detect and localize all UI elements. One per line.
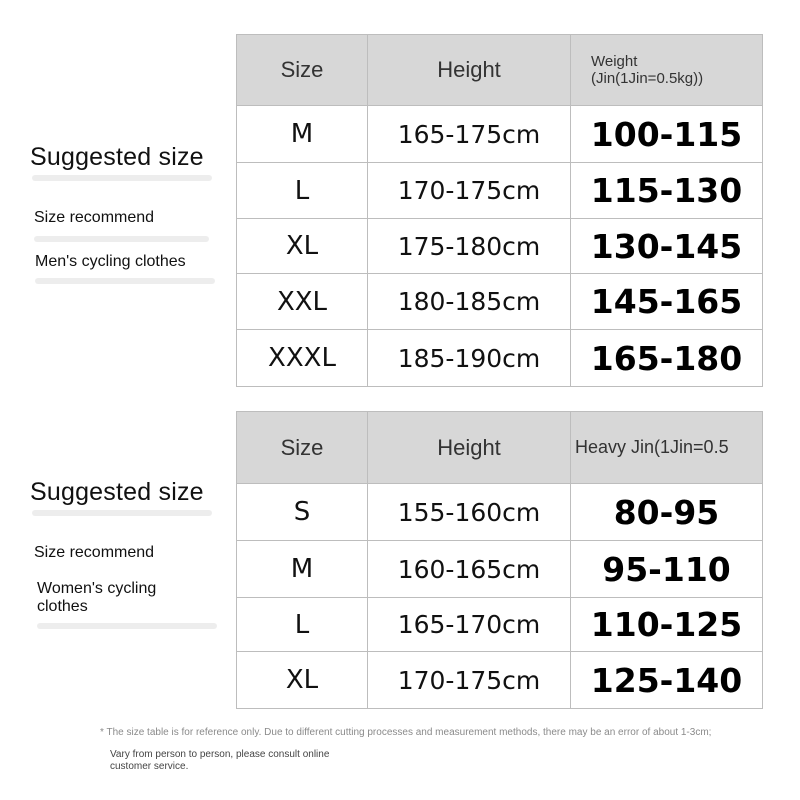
men-header-height: Height [368,35,571,106]
men-suggested-size-title: Suggested size [30,143,204,171]
weight-cell: 80-95 [571,484,763,541]
size-cell: L [237,598,368,652]
size-cell: L [237,163,368,219]
table-row [237,330,763,387]
table-row [237,274,763,330]
women-header-row [237,412,763,484]
weight-cell: 165-180 [571,330,763,387]
men-header-weight [571,35,763,106]
height-cell: 165-175cm [368,106,571,163]
footnote-contact-line2: customer service. [110,761,189,772]
men-header-weight-line2: (Jin(1Jin=0.5kg)) [591,70,704,87]
table-row [237,219,763,274]
weight-cell: 125-140 [571,652,763,709]
table-row [237,652,763,709]
height-cell: 170-175cm [368,652,571,709]
women-size-table [236,411,763,709]
table-row [237,163,763,219]
men-rec-haze [34,236,209,242]
height-cell: 185-190cm [368,330,571,387]
weight-cell: 145-165 [571,274,763,330]
size-cell: S [237,484,368,541]
men-size-recommend: Size recommend [34,209,155,226]
size-cell: M [237,541,368,598]
men-size-table [236,34,763,387]
height-cell: 170-175cm [368,163,571,219]
size-cell: M [237,106,368,163]
height-cell: 160-165cm [368,541,571,598]
table-row [237,484,763,541]
footnote-disclaimer: * The size table is for reference only. Due to different cutting processes and measurement methods, there may be an error of about 1-3cm; [100,727,712,738]
weight-cell: 110-125 [571,598,763,652]
height-cell: 155-160cm [368,484,571,541]
women-category-label: Women's cycling clothes [37,580,157,615]
men-side-labels [30,143,204,172]
size-cell: XXL [237,274,368,330]
size-cell: XL [237,652,368,709]
table-row [237,598,763,652]
table-row [237,106,763,163]
men-header-weight-line1: Weight [591,53,638,70]
men-cat-haze [35,278,215,284]
men-category-label: Men's cycling clothes [35,253,186,270]
women-size-recommend: Size recommend [34,544,155,561]
women-header-height: Height [368,412,571,484]
height-cell: 165-170cm [368,598,571,652]
footnote-contact-line1: Vary from person to person, please consult online [110,749,330,760]
weight-cell: 115-130 [571,163,763,219]
women-title-haze [32,510,212,516]
size-cell: XXXL [237,330,368,387]
women-header-weight: Heavy Jin(1Jin=0.5 [571,412,763,484]
footnote-contact [110,749,329,773]
women-suggested-size-title: Suggested size [30,478,204,506]
height-cell: 175-180cm [368,219,571,274]
men-title-haze [32,175,212,181]
men-header-size: Size [237,35,368,106]
size-cell: XL [237,219,368,274]
height-cell: 180-185cm [368,274,571,330]
weight-cell: 100-115 [571,106,763,163]
weight-cell: 130-145 [571,219,763,274]
weight-cell: 95-110 [571,541,763,598]
women-cat-haze [37,623,217,629]
table-row [237,541,763,598]
women-side-labels [30,478,204,507]
men-header-row [237,35,763,106]
women-header-size: Size [237,412,368,484]
